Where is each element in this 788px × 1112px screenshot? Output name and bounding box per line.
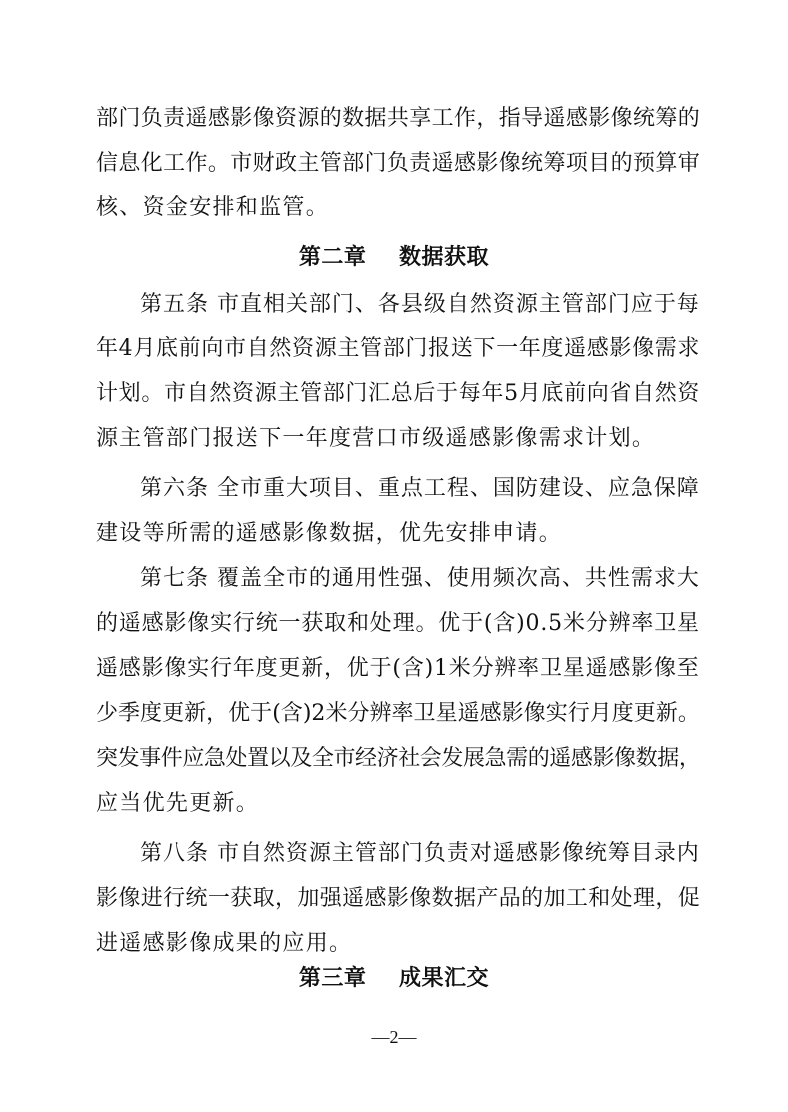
article-7-line: 第七条 覆盖全市的通用性强、使用频次高、共性需求大 — [140, 566, 700, 591]
paragraph-line: 突发事件应急处置以及全市经济社会发展急需的遥感影像数据， — [96, 746, 701, 771]
paragraph-line: 进遥感影像成果的应用。 — [96, 931, 353, 956]
chapter-heading: 第二章 数据获取 — [298, 245, 490, 270]
paragraph-line: 建设等所需的遥感影像数据，优先安排申请。 — [96, 521, 563, 546]
paragraph-line: 信息化工作。市财政主管部门负责遥感影像统筹项目的预算审 — [96, 151, 701, 176]
paragraph-line: 源主管部门报送下一年度营口市级遥感影像需求计划。 — [96, 426, 656, 451]
paragraph-line: 影像进行统一获取，加强遥感影像数据产品的加工和处理，促 — [96, 886, 701, 911]
paragraph-line: 年4月底前向市自然资源主管部门报送下一年度遥感影像需求 — [96, 336, 701, 361]
article-5-line: 第五条 市直相关部门、各县级自然资源主管部门应于每 — [140, 292, 700, 317]
article-6-line: 第六条 全市重大项目、重点工程、国防建设、应急保障 — [140, 476, 700, 501]
article-8-line: 第八条 市自然资源主管部门负责对遥感影像统筹目录内 — [140, 841, 700, 866]
paragraph-line: 核、资金安排和监管。 — [96, 195, 330, 220]
chapter-heading: 第三章 成果汇交 — [298, 966, 490, 991]
page-number: —2— — [371, 1027, 417, 1047]
paragraph-line: 计划。市自然资源主管部门汇总后于每年5月底前向省自然资 — [96, 381, 701, 406]
paragraph-line: 的遥感影像实行统一获取和处理。优于(含)0.5米分辨率卫星 — [96, 611, 700, 636]
paragraph-line: 少季度更新，优于(含)2米分辨率卫星遥感影像实行月度更新。 — [96, 701, 700, 726]
paragraph-line: 部门负责遥感影像资源的数据共享工作，指导遥感影像统筹的 — [96, 106, 701, 131]
paragraph-line: 遥感影像实行年度更新，优于(含)1米分辨率卫星遥感影像至 — [96, 656, 700, 681]
paragraph-line: 应当优先更新。 — [96, 791, 260, 816]
